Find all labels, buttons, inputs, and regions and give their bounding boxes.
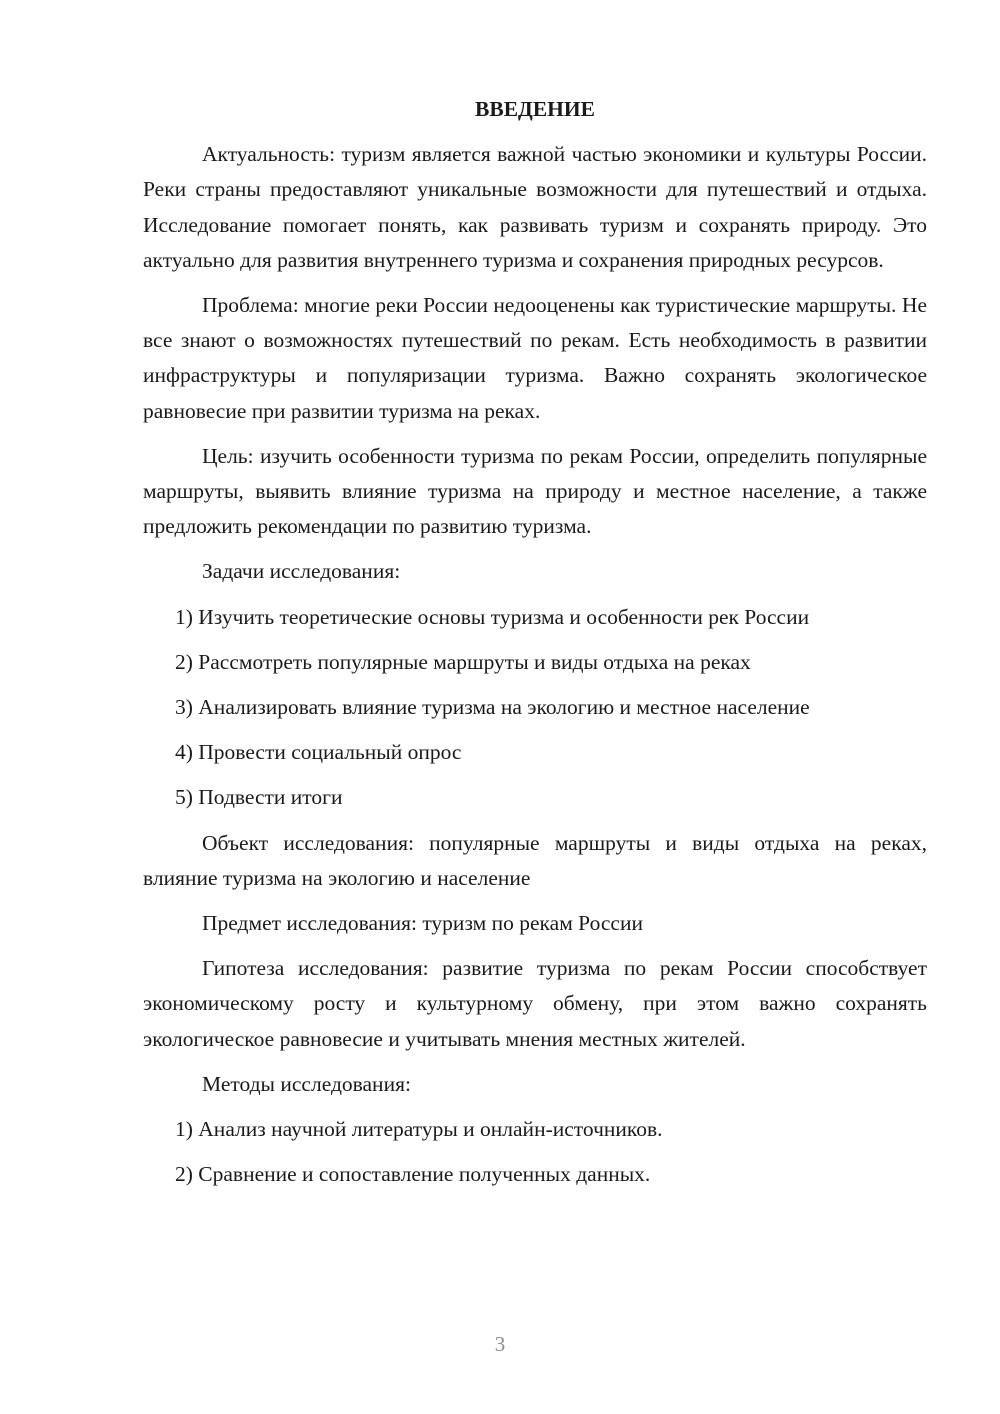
hypothesis-paragraph: Гипотеза исследования: развитие туризма по рекам России способствует экономическому росту и культурному обмену, при этом важно сохранять экологическое равновесие и учитывать мнения местных жителей. [143, 956, 927, 1051]
task-item: 4) Провести социальный опрос [175, 740, 462, 765]
tasks-list [143, 600, 927, 816]
methods-list [143, 1112, 927, 1192]
relevance-paragraph: Актуальность: туризм является важной частью экономики и культуры России. Реки страны предоставляют уникальные возможности для путешествий и отдыха. Исследование помогает понять, как развивать туризм и сохранять природу. Это актуально для развития внутреннего туризма и сохранения природных ресурсов. [143, 142, 927, 272]
section-title: ВВЕДЕНИЕ [475, 97, 595, 121]
document-page [143, 92, 927, 1202]
methods-label: Методы исследования: [202, 1071, 411, 1096]
problem-paragraph: Проблема: многие реки России недооценены как туристические маршруты. Не все знают о возможностях путешествий по рекам. Есть необходимость в развитии инфраструктуры и популяризации туризма. Важно сохранять экологическое равновесие при развитии туризма на реках. [143, 293, 927, 423]
task-item: 5) Подвести итоги [175, 785, 343, 810]
subject-paragraph: Предмет исследования: туризм по рекам России [202, 911, 643, 936]
page-number: 3 [494, 1332, 506, 1356]
goal-paragraph: Цель: изучить особенности туризма по рекам России, определить популярные маршруты, выявить влияние туризма на природу и местное население, а также предложить рекомендации по развитию туризма. [143, 443, 927, 539]
task-item: 3) Анализировать влияние туризма на экологию и местное население [175, 695, 810, 720]
method-item: 1) Анализ научной литературы и онлайн-источников. [175, 1117, 663, 1142]
method-item: 2) Сравнение и сопоставление полученных данных. [175, 1162, 651, 1187]
task-item: 1) Изучить теоретические основы туризма и особенности рек России [175, 604, 810, 629]
object-paragraph: Объект исследования: популярные маршруты и виды отдыха на реках, влияние туризма на экологию и население [143, 830, 927, 890]
tasks-label: Задачи исследования: [202, 559, 401, 584]
task-item: 2) Рассмотреть популярные маршруты и виды отдыха на реках [175, 649, 751, 674]
